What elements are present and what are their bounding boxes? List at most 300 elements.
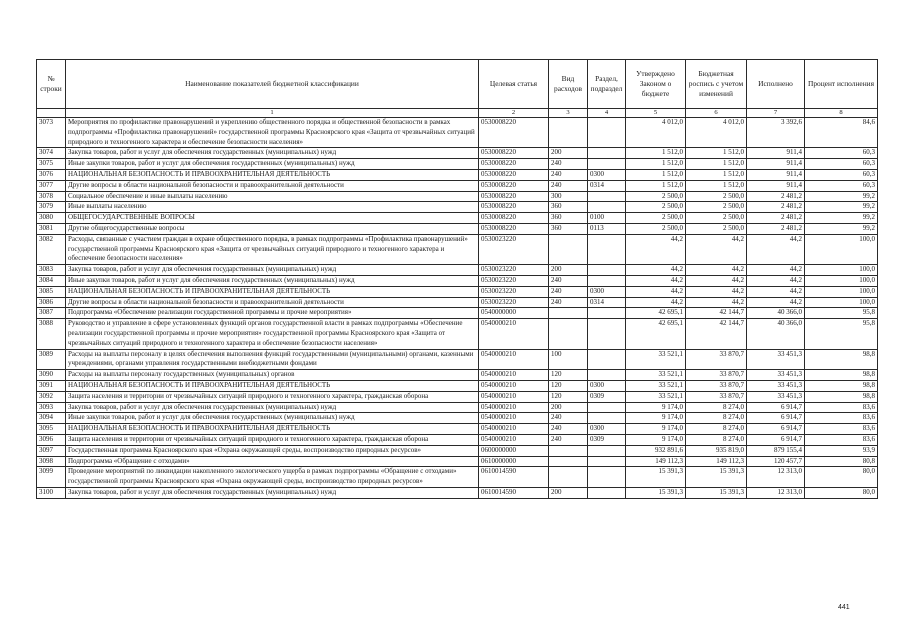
- section-code: 0309: [588, 391, 626, 402]
- target-article: 0530008220: [479, 148, 549, 159]
- expense-type: 200: [549, 148, 588, 159]
- execution-percent: 95,8: [805, 308, 878, 319]
- expense-type: 300: [549, 191, 588, 202]
- approved-amount: 15 391,3: [626, 467, 686, 488]
- row-number: 3075: [37, 159, 66, 170]
- table-row: [37, 275, 878, 286]
- section-code: [588, 370, 626, 381]
- section-code: 0300: [588, 286, 626, 297]
- column-number: 7: [747, 109, 805, 118]
- executed-amount: 12 313,0: [747, 467, 805, 488]
- target-article: 0530008220: [479, 180, 549, 191]
- indicator-name: НАЦИОНАЛЬНАЯ БЕЗОПАСНОСТЬ И ПРАВООХРАНИТЕЛЬНАЯ ДЕЯТЕЛЬНОСТЬ: [66, 286, 479, 297]
- table-row: [37, 413, 878, 424]
- section-code: [588, 413, 626, 424]
- executed-amount: 2 481,2: [747, 213, 805, 224]
- execution-percent: 100,0: [805, 265, 878, 276]
- execution-percent: 98,8: [805, 370, 878, 381]
- execution-percent: 60,3: [805, 180, 878, 191]
- budget-list-amount: 33 870,7: [686, 349, 747, 370]
- table-row: [37, 159, 878, 170]
- table-row: [37, 402, 878, 413]
- indicator-name: Защита населения и территории от чрезвычайных ситуаций природного и техногенного характера, гражданская оборона: [66, 391, 479, 402]
- expense-type: [549, 118, 588, 148]
- expense-type: 100: [549, 349, 588, 370]
- budget-list-amount: 935 819,0: [686, 445, 747, 456]
- expense-type: 240: [549, 297, 588, 308]
- section-code: [588, 319, 626, 349]
- target-article: 0610000000: [479, 456, 549, 467]
- indicator-name: НАЦИОНАЛЬНАЯ БЕЗОПАСНОСТЬ И ПРАВООХРАНИТЕЛЬНАЯ ДЕЯТЕЛЬНОСТЬ: [66, 380, 479, 391]
- header-budget-list: Бюджетная роспись с учетом изменений: [686, 60, 747, 109]
- approved-amount: 33 521,1: [626, 370, 686, 381]
- indicator-name: Государственная программа Красноярского края «Охрана окружающей среды, воспроизводство природных ресурсов»: [66, 445, 479, 456]
- executed-amount: 911,4: [747, 180, 805, 191]
- section-code: [588, 456, 626, 467]
- executed-amount: 2 481,2: [747, 223, 805, 234]
- section-code: [588, 159, 626, 170]
- expense-type: 360: [549, 223, 588, 234]
- budget-list-amount: 149 112,3: [686, 456, 747, 467]
- section-code: 0113: [588, 223, 626, 234]
- indicator-name: Иные закупки товаров, работ и услуг для обеспечения государственных (муниципальных) нужд: [66, 275, 479, 286]
- table-row: [37, 456, 878, 467]
- indicator-name: НАЦИОНАЛЬНАЯ БЕЗОПАСНОСТЬ И ПРАВООХРАНИТЕЛЬНАЯ ДЕЯТЕЛЬНОСТЬ: [66, 424, 479, 435]
- page-number: 441: [838, 604, 850, 611]
- section-code: [588, 148, 626, 159]
- execution-percent: 83,6: [805, 413, 878, 424]
- approved-amount: 44,2: [626, 234, 686, 264]
- row-number: 3100: [37, 487, 66, 498]
- row-number: 3098: [37, 456, 66, 467]
- table-row: [37, 118, 878, 148]
- row-number: 3099: [37, 467, 66, 488]
- column-number: 2: [479, 109, 549, 118]
- executed-amount: 44,2: [747, 265, 805, 276]
- row-number: 3089: [37, 349, 66, 370]
- row-number: 3090: [37, 370, 66, 381]
- header-expense-type: Вид расходов: [549, 60, 588, 109]
- approved-amount: 4 012,0: [626, 118, 686, 148]
- execution-percent: 99,2: [805, 213, 878, 224]
- budget-list-amount: 1 512,0: [686, 148, 747, 159]
- section-code: [588, 467, 626, 488]
- indicator-name: Подпрограмма «Обеспечение реализации государственной программы и прочие мероприятия»: [66, 308, 479, 319]
- execution-percent: 83,6: [805, 434, 878, 445]
- target-article: 0530008220: [479, 169, 549, 180]
- section-code: 0314: [588, 180, 626, 191]
- approved-amount: 9 174,0: [626, 402, 686, 413]
- row-number: 3088: [37, 319, 66, 349]
- table-row: [37, 370, 878, 381]
- approved-amount: 9 174,0: [626, 413, 686, 424]
- execution-percent: 99,2: [805, 223, 878, 234]
- execution-percent: 98,8: [805, 349, 878, 370]
- approved-amount: 2 500,0: [626, 213, 686, 224]
- approved-amount: 15 391,3: [626, 487, 686, 498]
- header-executed: Исполнено: [747, 60, 805, 109]
- budget-list-amount: 15 391,3: [686, 487, 747, 498]
- section-code: [588, 191, 626, 202]
- table-row: [37, 169, 878, 180]
- row-number: 3091: [37, 380, 66, 391]
- target-article: 0540000210: [479, 434, 549, 445]
- expense-type: [549, 467, 588, 488]
- executed-amount: 2 481,2: [747, 202, 805, 213]
- table-row: [37, 191, 878, 202]
- expense-type: 120: [549, 391, 588, 402]
- table-row: [37, 424, 878, 435]
- section-code: 0100: [588, 213, 626, 224]
- table-row: [37, 180, 878, 191]
- section-code: 0309: [588, 434, 626, 445]
- header-percent: Процент исполнения: [805, 60, 878, 109]
- section-code: [588, 402, 626, 413]
- row-number: 3078: [37, 191, 66, 202]
- section-code: 0314: [588, 297, 626, 308]
- executed-amount: 911,4: [747, 169, 805, 180]
- approved-amount: 44,2: [626, 297, 686, 308]
- executed-amount: 44,2: [747, 234, 805, 264]
- table-row: [37, 223, 878, 234]
- column-number: 6: [686, 109, 747, 118]
- section-code: 0300: [588, 380, 626, 391]
- target-article: 0540000210: [479, 402, 549, 413]
- execution-percent: 100,0: [805, 275, 878, 286]
- expense-type: [549, 234, 588, 264]
- header-row: [37, 60, 878, 109]
- expense-type: [549, 319, 588, 349]
- approved-amount: 1 512,0: [626, 148, 686, 159]
- row-number: 3076: [37, 169, 66, 180]
- table-row: [37, 380, 878, 391]
- section-code: [588, 349, 626, 370]
- row-number: 3085: [37, 286, 66, 297]
- indicator-name: Закупка товаров, работ и услуг для обеспечения государственных (муниципальных) нужд: [66, 265, 479, 276]
- table-row: [37, 349, 878, 370]
- budget-table: [36, 59, 878, 499]
- approved-amount: 9 174,0: [626, 424, 686, 435]
- executed-amount: 40 366,0: [747, 308, 805, 319]
- indicator-name: Закупка товаров, работ и услуг для обеспечения государственных (муниципальных) нужд: [66, 487, 479, 498]
- table-row: [37, 297, 878, 308]
- executed-amount: 6 914,7: [747, 402, 805, 413]
- indicator-name: Руководство и управление в сфере установленных функций органов государственной власти в рамках подпрограммы «Обеспечение реализации государственной программы и прочие мероприятия» государственной программы Красноярского края «Защита от чрезвычайных ситуаций природного и техногенного характера и обеспечение безопасности населения»: [66, 319, 479, 349]
- indicator-name: Расходы на выплаты персоналу в целях обеспечения выполнения функций государственными (муниципальными) органами, казенными учреждениями, органами управления государственными внебюджетными фондами: [66, 349, 479, 370]
- budget-list-amount: 33 870,7: [686, 370, 747, 381]
- table-row: [37, 213, 878, 224]
- column-number: 1: [66, 109, 479, 118]
- expense-type: 240: [549, 424, 588, 435]
- table-row: [37, 265, 878, 276]
- table-row: [37, 286, 878, 297]
- expense-type: 200: [549, 487, 588, 498]
- budget-list-amount: 44,2: [686, 265, 747, 276]
- table-row: [37, 445, 878, 456]
- target-article: 0610014590: [479, 487, 549, 498]
- section-code: [588, 265, 626, 276]
- execution-percent: 100,0: [805, 286, 878, 297]
- target-article: 0530008220: [479, 223, 549, 234]
- executed-amount: 6 914,7: [747, 434, 805, 445]
- budget-list-amount: 8 274,0: [686, 413, 747, 424]
- approved-amount: 42 695,1: [626, 319, 686, 349]
- approved-amount: 44,2: [626, 286, 686, 297]
- execution-percent: 98,8: [805, 380, 878, 391]
- approved-amount: 33 521,1: [626, 380, 686, 391]
- target-article: 0530023220: [479, 275, 549, 286]
- approved-amount: 149 112,3: [626, 456, 686, 467]
- approved-amount: 44,2: [626, 275, 686, 286]
- budget-list-amount: 42 144,7: [686, 319, 747, 349]
- budget-list-amount: 8 274,0: [686, 434, 747, 445]
- execution-percent: 99,2: [805, 191, 878, 202]
- expense-type: 240: [549, 413, 588, 424]
- row-number: 3081: [37, 223, 66, 234]
- row-number: 3074: [37, 148, 66, 159]
- row-number: 3073: [37, 118, 66, 148]
- section-code: [588, 445, 626, 456]
- budget-list-amount: 4 012,0: [686, 118, 747, 148]
- target-article: 0540000210: [479, 380, 549, 391]
- budget-list-amount: 33 870,7: [686, 391, 747, 402]
- target-article: 0540000210: [479, 370, 549, 381]
- indicator-name: Закупка товаров, работ и услуг для обеспечения государственных (муниципальных) нужд: [66, 402, 479, 413]
- table-row: [37, 434, 878, 445]
- column-number: [37, 109, 66, 118]
- row-number: 3097: [37, 445, 66, 456]
- approved-amount: 44,2: [626, 265, 686, 276]
- row-number: 3092: [37, 391, 66, 402]
- indicator-name: НАЦИОНАЛЬНАЯ БЕЗОПАСНОСТЬ И ПРАВООХРАНИТЕЛЬНАЯ ДЕЯТЕЛЬНОСТЬ: [66, 169, 479, 180]
- column-number: 8: [805, 109, 878, 118]
- indicator-name: Расходы, связанные с участием граждан в охране общественного порядка, в рамках подпрограммы «Профилактика правонарушений» государственной программы Красноярского края «Защита от чрезвычайных ситуаций природного и техногенного характера и обеспечение безопасности населения»: [66, 234, 479, 264]
- table-row: [37, 202, 878, 213]
- execution-percent: 80,8: [805, 456, 878, 467]
- budget-list-amount: 44,2: [686, 234, 747, 264]
- expense-type: 200: [549, 402, 588, 413]
- execution-percent: 60,3: [805, 169, 878, 180]
- indicator-name: Иные выплаты населению: [66, 202, 479, 213]
- target-article: 0540000210: [479, 413, 549, 424]
- executed-amount: 33 451,3: [747, 380, 805, 391]
- executed-amount: 44,2: [747, 297, 805, 308]
- indicator-name: Закупка товаров, работ и услуг для обеспечения государственных (муниципальных) нужд: [66, 148, 479, 159]
- expense-type: 240: [549, 275, 588, 286]
- table-row: [37, 234, 878, 264]
- section-code: [588, 487, 626, 498]
- expense-type: 240: [549, 286, 588, 297]
- execution-percent: 83,6: [805, 424, 878, 435]
- target-article: 0530008220: [479, 202, 549, 213]
- approved-amount: 1 512,0: [626, 169, 686, 180]
- execution-percent: 98,8: [805, 391, 878, 402]
- table-row: [37, 319, 878, 349]
- target-article: 0540000210: [479, 319, 549, 349]
- executed-amount: 911,4: [747, 159, 805, 170]
- target-article: 0600000000: [479, 445, 549, 456]
- expense-type: 360: [549, 202, 588, 213]
- column-number: 3: [549, 109, 588, 118]
- execution-percent: 83,6: [805, 402, 878, 413]
- target-article: 0530023220: [479, 265, 549, 276]
- section-code: 0300: [588, 424, 626, 435]
- executed-amount: 120 457,7: [747, 456, 805, 467]
- row-number: 3079: [37, 202, 66, 213]
- executed-amount: 44,2: [747, 286, 805, 297]
- target-article: 0530023220: [479, 286, 549, 297]
- budget-list-amount: 44,2: [686, 286, 747, 297]
- row-number: 3083: [37, 265, 66, 276]
- header-section: Раздел, подраздел: [588, 60, 626, 109]
- table-row: [37, 148, 878, 159]
- budget-list-amount: 8 274,0: [686, 402, 747, 413]
- indicator-name: Другие вопросы в области национальной безопасности и правоохранительной деятельности: [66, 180, 479, 191]
- row-number: 3087: [37, 308, 66, 319]
- budget-list-amount: 2 500,0: [686, 223, 747, 234]
- executed-amount: 12 313,0: [747, 487, 805, 498]
- executed-amount: 44,2: [747, 275, 805, 286]
- table-row: [37, 467, 878, 488]
- indicator-name: Проведение мероприятий по ликвидации накопленного экологического ущерба в рамках подпрограммы «Обращение с отходами» государственной программы Красноярского края «Охрана окружающей среды, воспроизводство природных ресурсов»: [66, 467, 479, 488]
- row-number: 3080: [37, 213, 66, 224]
- table-row: [37, 487, 878, 498]
- approved-amount: 932 891,6: [626, 445, 686, 456]
- section-code: 0300: [588, 169, 626, 180]
- header-target: Целевая статья: [479, 60, 549, 109]
- budget-list-amount: 15 391,3: [686, 467, 747, 488]
- section-code: [588, 202, 626, 213]
- indicator-name: Другие общегосударственные вопросы: [66, 223, 479, 234]
- approved-amount: 9 174,0: [626, 434, 686, 445]
- row-number: 3096: [37, 434, 66, 445]
- budget-list-amount: 44,2: [686, 275, 747, 286]
- approved-amount: 2 500,0: [626, 191, 686, 202]
- indicator-name: Расходы на выплаты персоналу государственных (муниципальных) органов: [66, 370, 479, 381]
- execution-percent: 100,0: [805, 297, 878, 308]
- execution-percent: 60,3: [805, 148, 878, 159]
- column-number: 4: [588, 109, 626, 118]
- expense-type: 120: [549, 370, 588, 381]
- approved-amount: 33 521,1: [626, 391, 686, 402]
- row-number: 3095: [37, 424, 66, 435]
- indicator-name: ОБЩЕГОСУДАРСТВЕННЫЕ ВОПРОСЫ: [66, 213, 479, 224]
- header-approved: Утверждено Законом о бюджете: [626, 60, 686, 109]
- executed-amount: 6 914,7: [747, 413, 805, 424]
- approved-amount: 2 500,0: [626, 223, 686, 234]
- indicator-name: Другие вопросы в области национальной безопасности и правоохранительной деятельности: [66, 297, 479, 308]
- section-code: [588, 234, 626, 264]
- execution-percent: 84,6: [805, 118, 878, 148]
- execution-percent: 99,2: [805, 202, 878, 213]
- section-code: [588, 118, 626, 148]
- target-article: 0530008220: [479, 159, 549, 170]
- execution-percent: 60,3: [805, 159, 878, 170]
- budget-list-amount: 42 144,7: [686, 308, 747, 319]
- target-article: 0610014590: [479, 467, 549, 488]
- budget-list-amount: 1 512,0: [686, 169, 747, 180]
- row-number: 3082: [37, 234, 66, 264]
- row-number: 3084: [37, 275, 66, 286]
- expense-type: 200: [549, 265, 588, 276]
- expense-type: 240: [549, 180, 588, 191]
- executed-amount: 6 914,7: [747, 424, 805, 435]
- target-article: 0540000210: [479, 391, 549, 402]
- budget-list-amount: 2 500,0: [686, 213, 747, 224]
- table-body: [37, 118, 878, 499]
- row-number: 3094: [37, 413, 66, 424]
- expense-type: 240: [549, 169, 588, 180]
- section-code: [588, 275, 626, 286]
- approved-amount: 1 512,0: [626, 159, 686, 170]
- executed-amount: 33 451,3: [747, 370, 805, 381]
- row-number: 3093: [37, 402, 66, 413]
- expense-type: 240: [549, 434, 588, 445]
- indicator-name: Иные закупки товаров, работ и услуг для обеспечения государственных (муниципальных) нужд: [66, 413, 479, 424]
- header-name: Наименование показателей бюджетной классификации: [66, 60, 479, 109]
- indicator-name: Иные закупки товаров, работ и услуг для обеспечения государственных (муниципальных) нужд: [66, 159, 479, 170]
- execution-percent: 95,8: [805, 319, 878, 349]
- executed-amount: 3 392,6: [747, 118, 805, 148]
- target-article: 0530008220: [479, 191, 549, 202]
- row-number: 3086: [37, 297, 66, 308]
- execution-percent: 80,0: [805, 487, 878, 498]
- budget-list-amount: 1 512,0: [686, 180, 747, 191]
- target-article: 0540000000: [479, 308, 549, 319]
- indicator-name: Защита населения и территории от чрезвычайных ситуаций природного и техногенного характера, гражданская оборона: [66, 434, 479, 445]
- expense-type: 360: [549, 213, 588, 224]
- target-article: 0530023220: [479, 234, 549, 264]
- execution-percent: 100,0: [805, 234, 878, 264]
- indicator-name: Подпрограмма «Обращение с отходами»: [66, 456, 479, 467]
- executed-amount: 33 451,3: [747, 391, 805, 402]
- target-article: 0540000210: [479, 349, 549, 370]
- approved-amount: 33 521,1: [626, 349, 686, 370]
- target-article: 0540000210: [479, 424, 549, 435]
- approved-amount: 42 695,1: [626, 308, 686, 319]
- expense-type: [549, 456, 588, 467]
- column-number: 5: [626, 109, 686, 118]
- execution-percent: 80,0: [805, 467, 878, 488]
- expense-type: [549, 445, 588, 456]
- executed-amount: 879 155,4: [747, 445, 805, 456]
- executed-amount: 911,4: [747, 148, 805, 159]
- budget-list-amount: 8 274,0: [686, 424, 747, 435]
- budget-report-page: [36, 59, 877, 499]
- budget-list-amount: 1 512,0: [686, 159, 747, 170]
- indicator-name: Мероприятия по профилактике правонарушений и укреплению общественного порядка и общественной безопасности в рамках подпрограммы «Профилактика правонарушений» государственной программы Красноярского края «Защита от чрезвычайных ситуаций природного и техногенного характера и обеспечение безопасности населения»: [66, 118, 479, 148]
- budget-list-amount: 2 500,0: [686, 191, 747, 202]
- row-number: 3077: [37, 180, 66, 191]
- executed-amount: 33 451,3: [747, 349, 805, 370]
- table-row: [37, 391, 878, 402]
- table-row: [37, 308, 878, 319]
- approved-amount: 1 512,0: [626, 180, 686, 191]
- section-code: [588, 308, 626, 319]
- expense-type: 120: [549, 380, 588, 391]
- column-numbers-row: [37, 109, 878, 118]
- budget-list-amount: 33 870,7: [686, 380, 747, 391]
- execution-percent: 93,9: [805, 445, 878, 456]
- target-article: 0530023220: [479, 297, 549, 308]
- expense-type: [549, 308, 588, 319]
- budget-list-amount: 2 500,0: [686, 202, 747, 213]
- target-article: 0530008220: [479, 118, 549, 148]
- approved-amount: 2 500,0: [626, 202, 686, 213]
- expense-type: 240: [549, 159, 588, 170]
- indicator-name: Социальное обеспечение и иные выплаты населению: [66, 191, 479, 202]
- target-article: 0530008220: [479, 213, 549, 224]
